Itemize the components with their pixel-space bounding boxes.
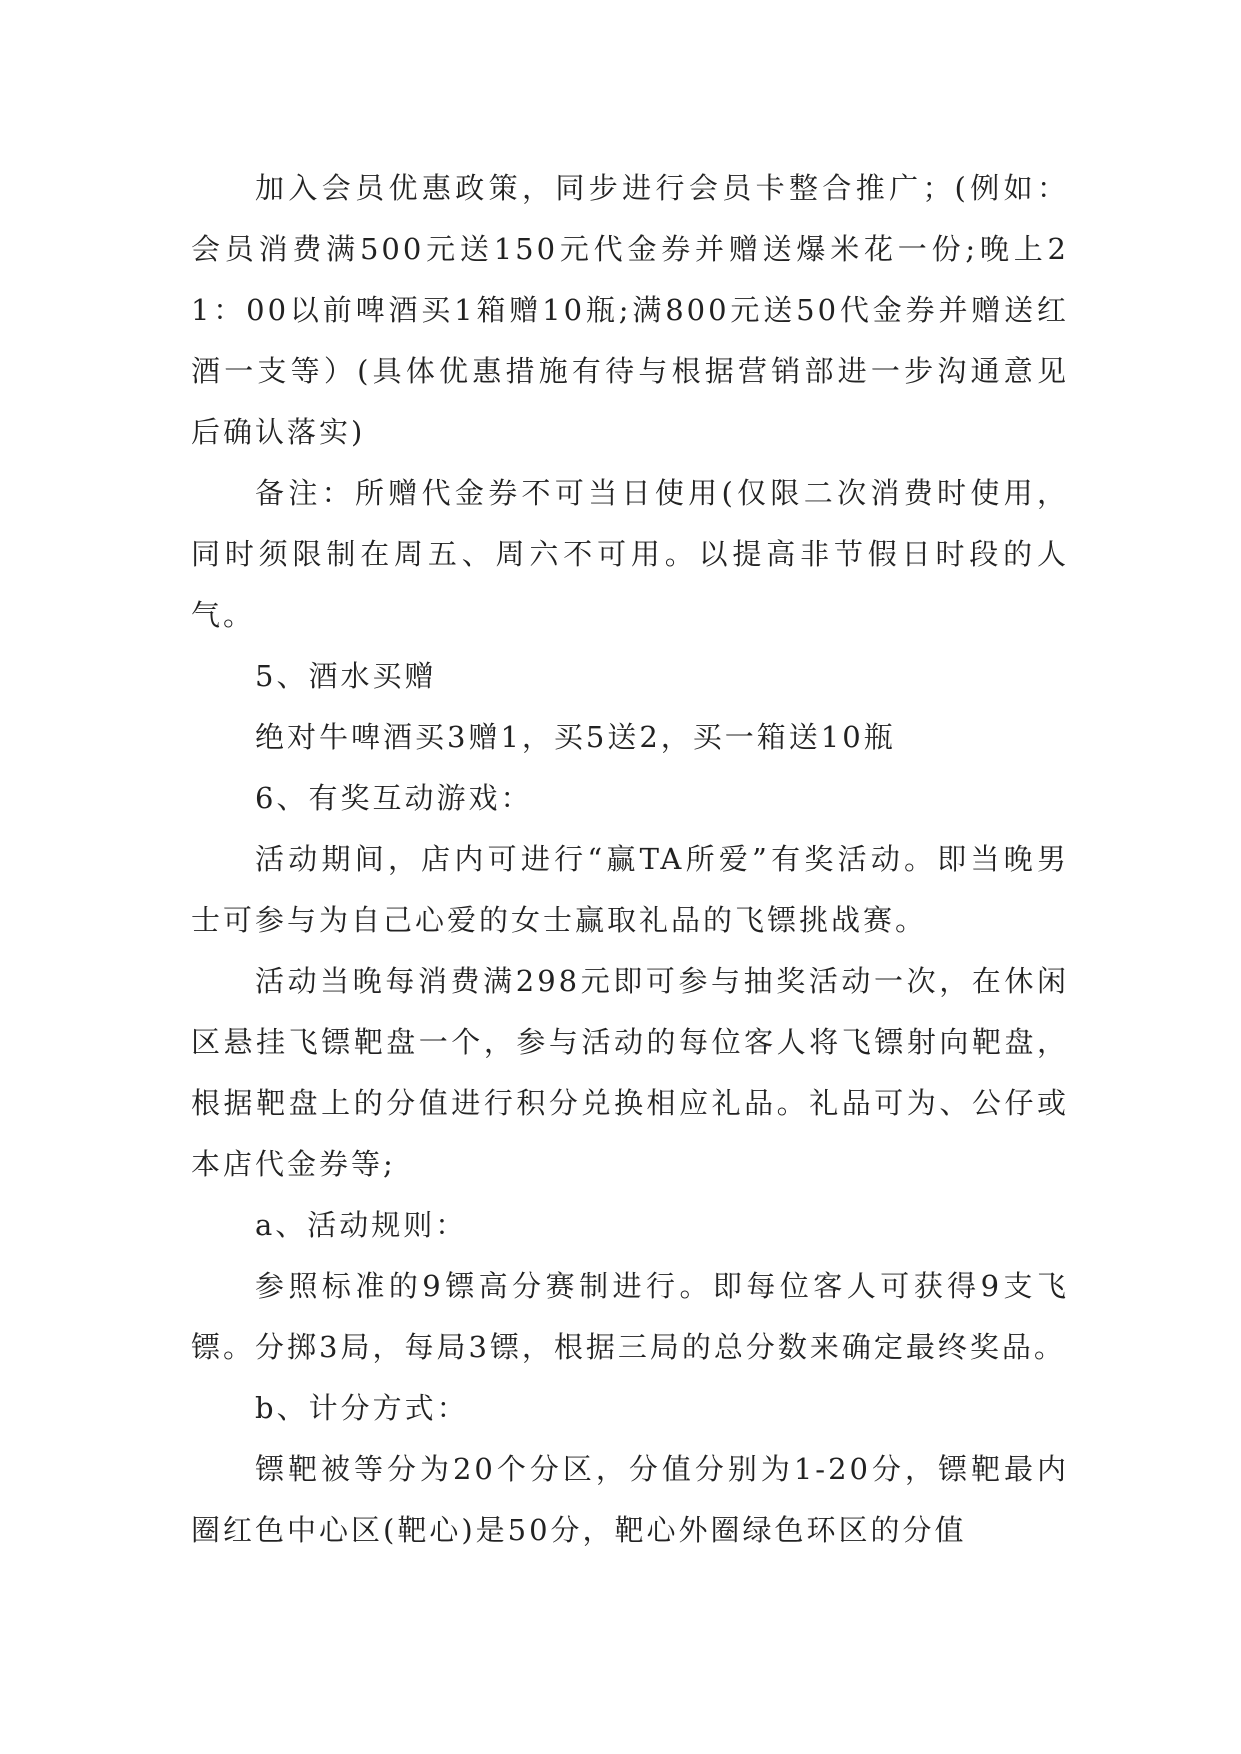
paragraph-lottery-details: 活动当晚每消费满298元即可参与抽奖活动一次，在休闲区悬挂飞镖靶盘一个，参与活动的每位客人将飞镖射向靶盘，根据靶盘上的分值进行积分兑换相应礼品。礼品可为、公仔或本店代金券等; [191,964,1069,1181]
paragraph-beer-offer: 绝对牛啤酒买3赠1，买5送2，买一箱送10瓶 [255,720,896,754]
document-body [191,158,1069,1561]
heading-drinks-offer: 5、酒水买赠 [255,659,437,693]
paragraph-scoring-detail: 镖靶被等分为20个分区，分值分别为1-20分，镖靶最内圈红色中心区(靶心)是50分，靶心外圈绿色环区的分值 [191,1452,1069,1547]
heading-interactive-game: 6、有奖互动游戏： [255,781,533,815]
paragraph-voucher-note: 备注：所赠代金券不可当日使用(仅限二次消费时使用，同时须限制在周五、周六不可用。以提高非节假日时段的人气。 [191,476,1069,632]
heading-scoring-method: b、计分方式： [255,1391,469,1425]
paragraph-rules-detail: 参照标准的9镖高分赛制进行。即每位客人可获得9支飞镖。分掷3局，每局3镖，根据三局的总分数来确定最终奖品。 [191,1269,1069,1364]
paragraph-darts-event: 活动期间，店内可进行“赢TA所爱”有奖活动。即当晚男士可参与为自己心爱的女士赢取礼品的飞镖挑战赛。 [191,842,1069,937]
paragraph-membership-promotion: 加入会员优惠政策，同步进行会员卡整合推广；(例如：会员消费满500元送150元代金券并赠送爆米花一份;晚上21：00以前啤酒买1箱赠10瓶;满800元送50代金券并赠送红酒一支等）(具体优惠措施有待与根据营销部进一步沟通意见后确认落实) [191,171,1069,449]
heading-activity-rules: a、活动规则： [255,1208,468,1242]
